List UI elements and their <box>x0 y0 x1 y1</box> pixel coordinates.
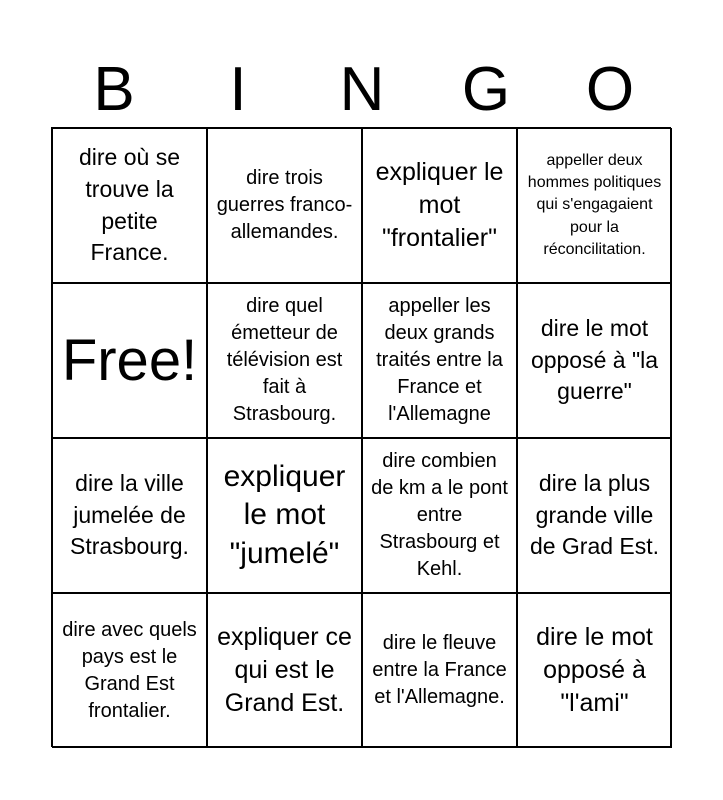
bingo-cell[interactable]: expliquer ce qui est le Grand Est. <box>207 593 362 748</box>
header-letter-b: B <box>93 55 135 124</box>
bingo-cell[interactable]: dire où se trouve la petite France. <box>52 128 207 283</box>
header-letter-i: I <box>229 55 247 124</box>
header-letter-o: O <box>585 55 635 124</box>
free-cell[interactable]: Free! <box>52 283 207 438</box>
bingo-cell[interactable]: expliquer le mot "frontalier" <box>362 128 517 283</box>
bingo-board <box>51 127 671 747</box>
bingo-cell[interactable]: appeller les deux grands traités entre la France et l'Allemagne <box>362 283 517 438</box>
header-letter-g: G <box>461 55 511 124</box>
header-letter-n: N <box>339 55 385 124</box>
bingo-header <box>52 52 672 128</box>
bingo-cell[interactable]: dire la plus grande ville de Grad Est. <box>517 438 672 593</box>
bingo-cell[interactable]: dire trois guerres franco-allemandes. <box>207 128 362 283</box>
bingo-cell[interactable]: dire le mot opposé à "l'ami" <box>517 593 672 748</box>
bingo-cell[interactable]: dire quel émetteur de télévision est fait à Strasbourg. <box>207 283 362 438</box>
bingo-cell[interactable]: expliquer le mot "jumelé" <box>207 438 362 593</box>
bingo-cell[interactable]: appeller deux hommes politiques qui s'engagaient pour la réconcilitation. <box>517 128 672 283</box>
bingo-cell[interactable]: dire la ville jumelée de Strasbourg. <box>52 438 207 593</box>
bingo-cell[interactable]: dire avec quels pays est le Grand Est frontalier. <box>52 593 207 748</box>
bingo-cell[interactable]: dire le fleuve entre la France et l'Allemagne. <box>362 593 517 748</box>
bingo-cell[interactable]: dire le mot opposé à "la guerre" <box>517 283 672 438</box>
bingo-cell[interactable]: dire combien de km a le pont entre Strasbourg et Kehl. <box>362 438 517 593</box>
